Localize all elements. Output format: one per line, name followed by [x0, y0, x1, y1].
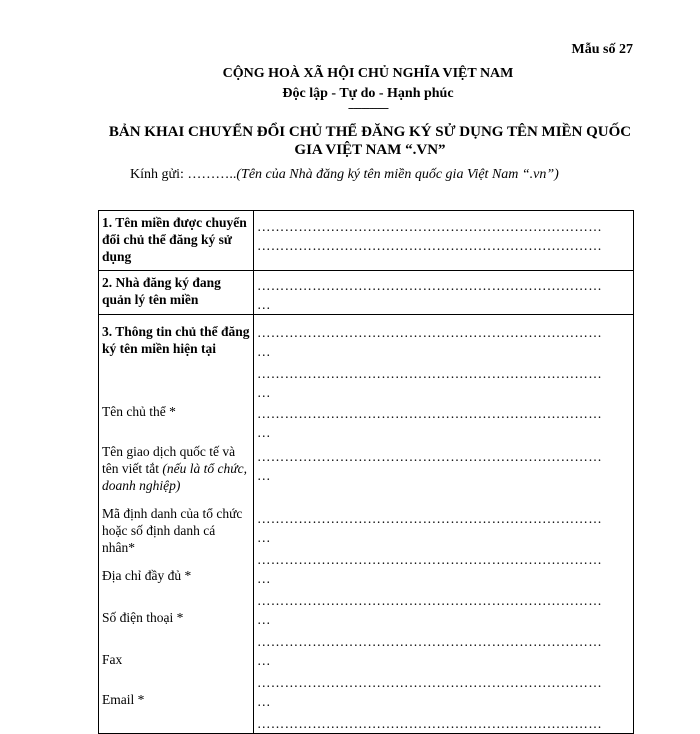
fill-continuation: …	[257, 530, 271, 545]
fill-line: …………………………………………………………………	[257, 366, 602, 381]
fax-label: Fax	[102, 652, 123, 667]
fill-continuation: …	[257, 653, 271, 668]
fill-continuation: …	[257, 425, 271, 440]
form-number: Mẫu số 27	[571, 42, 633, 57]
registrar-label: 2. Nhà đăng ký đang quản lý tên miền	[99, 271, 254, 315]
fill-continuation: …	[257, 571, 271, 586]
fill-continuation: …	[257, 468, 271, 483]
fill-continuation: …	[257, 612, 271, 627]
email-label: Email *	[102, 692, 145, 707]
fill-line: …………………………………………………………………	[257, 552, 602, 567]
current-holder-label: 3. Thông tin chủ thể đăng ký tên miền hiện tại	[102, 324, 250, 356]
domain-label: 1. Tên miền được chuyển đổi chủ thể đăng ký sử dụng	[99, 211, 254, 271]
fill-line: …………………………………………………………………	[257, 238, 602, 253]
fill-line: …………………………………………………………………	[257, 716, 602, 731]
fill-line: …………………………………………………………………	[257, 511, 602, 526]
fill-line: …………………………………………………………………	[257, 593, 602, 608]
recipient-note: (Tên của Nhà đăng ký tên miền quốc gia Việt Nam “.vn”)	[236, 167, 559, 182]
domain-field[interactable]	[254, 211, 634, 271]
trade-name-note: (nếu là tổ chức, doanh nghiệp)	[102, 461, 247, 493]
id-code-label: Mã định danh của tổ chức hoặc số định danh cá nhân*	[102, 506, 243, 555]
fill-line: …………………………………………………………………	[257, 675, 602, 690]
fill-continuation: …	[257, 297, 271, 312]
document-title: BẢN KHAI CHUYỂN ĐỔI CHỦ THỂ ĐĂNG KÝ SỬ DỤNG TÊN MIỀN QUỐC GIA VIỆT NAM “.VN”	[108, 124, 632, 158]
holder-info-fields[interactable]	[254, 315, 634, 734]
fill-line: …………………………………………………………………	[257, 219, 602, 234]
recipient-line	[130, 167, 559, 183]
address-label: Địa chỉ đầy đủ *	[102, 568, 192, 583]
national-motto: Độc lập - Tự do - Hạnh phúc	[282, 86, 454, 101]
fill-line: …………………………………………………………………	[257, 634, 602, 649]
fill-continuation: …	[257, 344, 271, 359]
trade-name-text: Tên giao dịch quốc tế và tên viết tắt	[102, 444, 236, 476]
holder-name-label: Tên chủ thể *	[102, 404, 176, 419]
holder-info-labels	[99, 315, 254, 734]
table-row	[99, 211, 634, 271]
table-row	[99, 315, 634, 734]
national-title: CỘNG HOÀ XÃ HỘI CHỦ NGHĨA VIỆT NAM	[222, 66, 514, 81]
fill-continuation: …	[257, 385, 271, 400]
phone-label: Số điện thoại *	[102, 610, 184, 625]
declaration-table	[98, 210, 634, 734]
fill-continuation: …	[257, 694, 271, 709]
header-divider: ---------------	[348, 102, 388, 114]
fill-line: …………………………………………………………………	[257, 325, 602, 340]
registrar-field[interactable]	[254, 271, 634, 315]
fill-line: …………………………………………………………………	[257, 406, 602, 421]
recipient-label: Kính gửi: ………..	[130, 167, 237, 182]
trade-name-label	[102, 443, 250, 505]
fill-line: …………………………………………………………………	[257, 449, 602, 464]
table-row	[99, 271, 634, 315]
fill-line: …………………………………………………………………	[257, 278, 602, 293]
